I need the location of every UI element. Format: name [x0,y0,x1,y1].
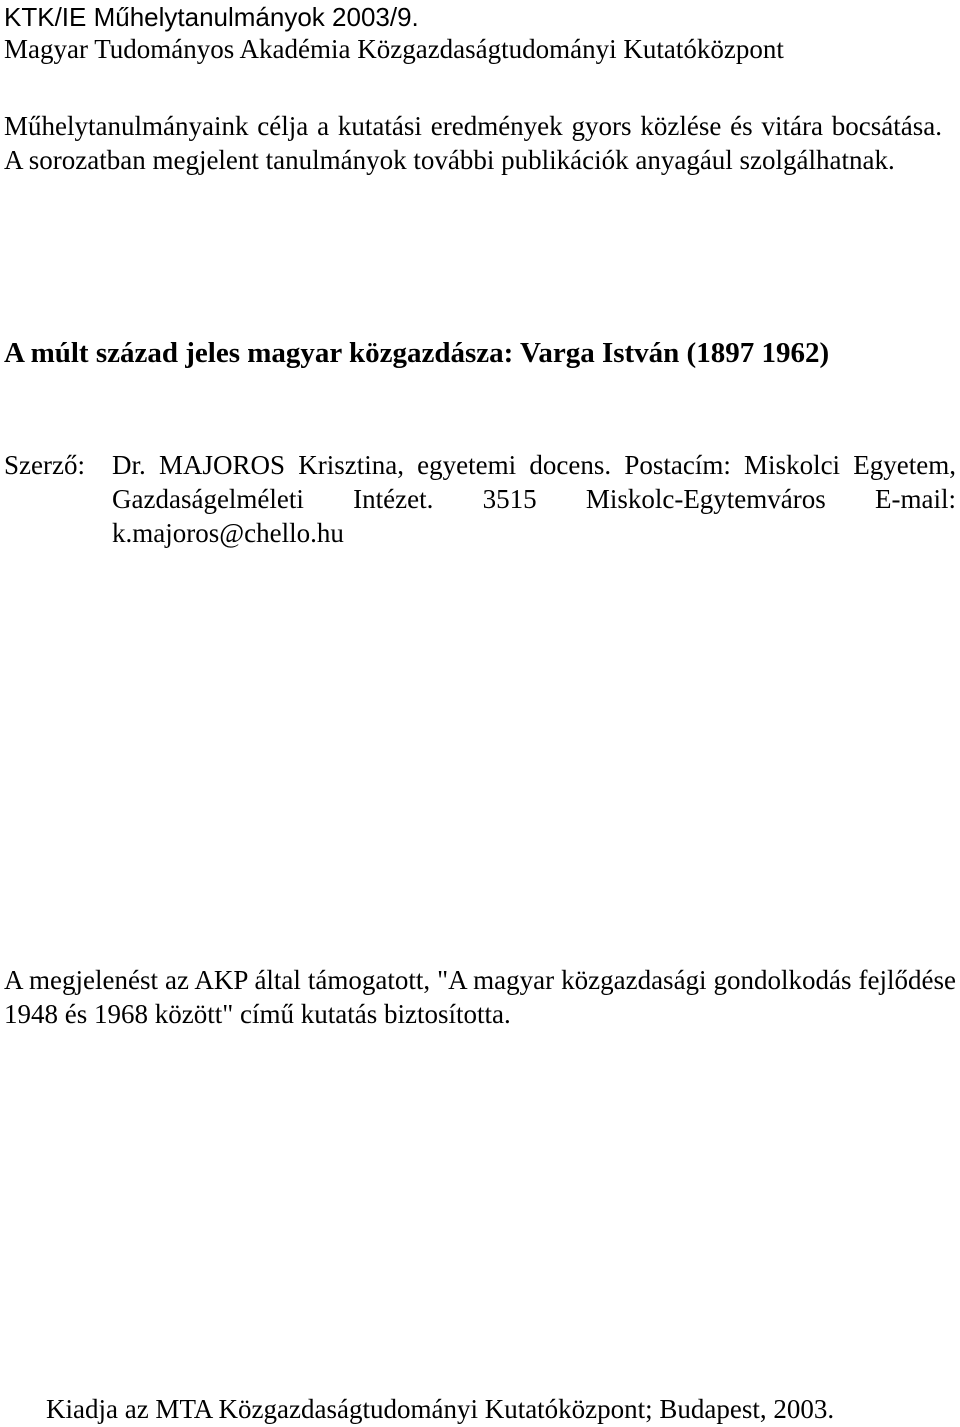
series-header: KTK/IE Műhelytanulmányok 2003/9. [4,2,419,32]
intro-paragraph: Műhelytanulmányaink célja a kutatási eredmények gyors közlése és vitára bocsátása. A sorozatban megjelent tanulmányok további publikációk anyagául szolgálhatnak. [4,111,942,175]
document-title: A múlt század jeles magyar közgazdásza: Varga István (1897 1962) [4,337,830,369]
author-details: Dr. MAJOROS Krisztina, egyetemi docens. Postacím: Miskolci Egyetem, Gazdaságelméleti Intézet. 3515 Miskolc-Egytemváros E-mail: k.majoros@chello.hu [112,450,956,548]
support-paragraph: A megjelenést az AKP által támogatott, "A magyar közgazdasági gondolkodás fejlődése 1948 és 1968 között" című kutatás biztosította. [4,965,956,1029]
institute-header: Magyar Tudományos Akadémia Közgazdaságtudományi Kutatóközpont [4,34,784,64]
publisher-footer: Kiadja az MTA Közgazdaságtudományi Kutatóközpont; Budapest, 2003. [46,1394,835,1424]
author-label: Szerző: [4,450,85,480]
